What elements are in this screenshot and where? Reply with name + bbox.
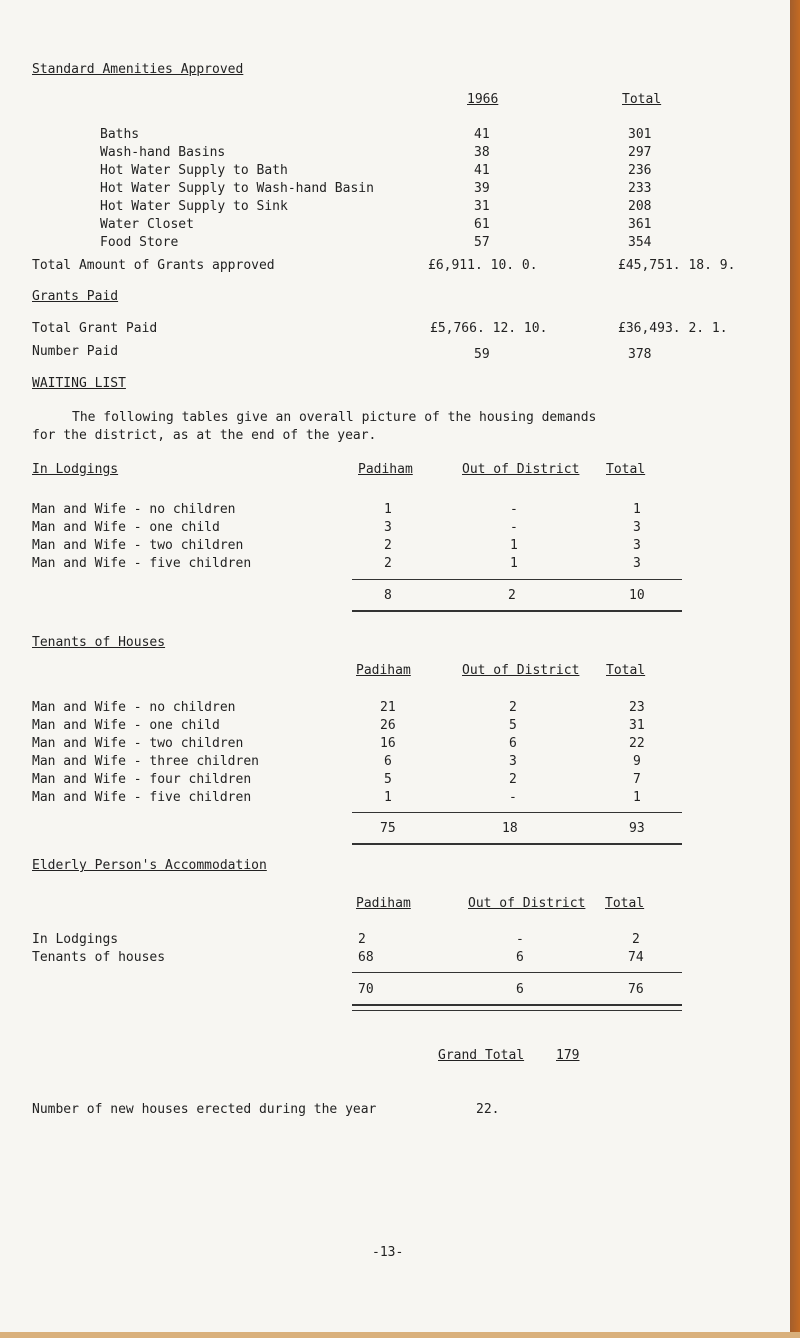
elderly-header-total: Total xyxy=(605,896,645,911)
amenity-1966: 39 xyxy=(474,181,490,196)
waiting-list-intro-1: The following tables give an overall picture of the housing demands xyxy=(72,410,597,425)
elderly-header-out: Out of District xyxy=(468,896,586,911)
elderly-row-padiham: 2 xyxy=(358,932,366,947)
lodgings-row-label: Man and Wife - two children xyxy=(32,538,244,553)
lodgings-row-total: 1 xyxy=(633,502,641,517)
tenants-row-out: - xyxy=(509,790,517,805)
tenants-rule-bottom xyxy=(352,843,682,845)
tenants-header-out: Out of District xyxy=(462,663,580,678)
grants-approved-label: Total Amount of Grants approved xyxy=(32,258,275,273)
tenants-total-total: 93 xyxy=(629,821,645,836)
tenants-row-out: 2 xyxy=(509,772,517,787)
tenants-row-label: Man and Wife - four children xyxy=(32,772,252,787)
amenity-label: Food Store xyxy=(100,235,179,250)
elderly-row-out: - xyxy=(516,932,524,947)
tenants-row-padiham: 6 xyxy=(384,754,392,769)
elderly-rule-top xyxy=(352,972,682,973)
amenity-total: 208 xyxy=(628,199,652,214)
lodgings-row-out: 1 xyxy=(510,538,518,553)
col-1966-header: 1966 xyxy=(467,92,499,107)
lodgings-row-total: 3 xyxy=(633,556,641,571)
tenants-row-padiham: 26 xyxy=(380,718,396,733)
amenity-label: Wash-hand Basins xyxy=(100,145,226,160)
amenity-label: Hot Water Supply to Sink xyxy=(100,199,288,214)
lodgings-title: In Lodgings xyxy=(32,462,119,477)
tenants-row-padiham: 16 xyxy=(380,736,396,751)
elderly-title: Elderly Person's Accommodation xyxy=(32,858,267,873)
tenants-row-total: 23 xyxy=(629,700,645,715)
lodgings-row-label: Man and Wife - no children xyxy=(32,502,236,517)
grand-total-label: Grand Total xyxy=(438,1048,525,1063)
number-paid-1966: 59 xyxy=(474,347,490,362)
lodgings-row-out: - xyxy=(510,520,518,535)
elderly-header-padiham: Padiham xyxy=(356,896,411,911)
tenants-row-padiham: 5 xyxy=(384,772,392,787)
page-number: -13- xyxy=(372,1245,404,1260)
amenity-total: 301 xyxy=(628,127,652,142)
amenity-total: 361 xyxy=(628,217,652,232)
page-edge xyxy=(790,0,800,1338)
lodgings-row-total: 3 xyxy=(633,520,641,535)
tenants-row-out: 2 xyxy=(509,700,517,715)
elderly-row-label: Tenants of houses xyxy=(32,950,166,965)
elderly-row-out: 6 xyxy=(516,950,524,965)
lodgings-header-out: Out of District xyxy=(462,462,580,477)
grand-total-value: 179 xyxy=(556,1048,580,1063)
elderly-rule-bottom-2 xyxy=(352,1010,682,1011)
lodgings-row-total: 3 xyxy=(633,538,641,553)
tenants-row-total: 7 xyxy=(633,772,641,787)
amenity-label: Water Closet xyxy=(100,217,194,232)
page-bottom-edge xyxy=(0,1332,800,1338)
waiting-list-intro-2: for the district, as at the end of the year. xyxy=(32,428,377,443)
lodgings-header-total: Total xyxy=(606,462,646,477)
amenity-total: 233 xyxy=(628,181,652,196)
grants-approved-1966: £6,911. 10. 0. xyxy=(428,258,538,273)
number-paid-total: 378 xyxy=(628,347,652,362)
new-houses-value: 22. xyxy=(476,1102,500,1117)
amenity-1966: 41 xyxy=(474,127,490,142)
tenants-row-padiham: 21 xyxy=(380,700,396,715)
amenity-label: Hot Water Supply to Wash-hand Basin xyxy=(100,181,374,196)
lodgings-header-padiham: Padiham xyxy=(358,462,413,477)
elderly-row-label: In Lodgings xyxy=(32,932,119,947)
tenants-row-label: Man and Wife - no children xyxy=(32,700,236,715)
lodgings-row-label: Man and Wife - five children xyxy=(32,556,252,571)
tenants-row-total: 22 xyxy=(629,736,645,751)
tenants-row-total: 31 xyxy=(629,718,645,733)
total-grant-paid-total: £36,493. 2. 1. xyxy=(618,321,728,336)
lodgings-row-padiham: 3 xyxy=(384,520,392,535)
total-grant-paid-1966: £5,766. 12. 10. xyxy=(430,321,548,336)
col-total-header: Total xyxy=(622,92,662,107)
amenity-total: 297 xyxy=(628,145,652,160)
lodgings-total-out: 2 xyxy=(508,588,516,603)
waiting-list-title: WAITING LIST xyxy=(32,376,126,391)
tenants-row-out: 3 xyxy=(509,754,517,769)
tenants-row-out: 5 xyxy=(509,718,517,733)
tenants-rule-top xyxy=(352,812,682,813)
lodgings-total-total: 10 xyxy=(629,588,645,603)
amenity-1966: 38 xyxy=(474,145,490,160)
new-houses-label: Number of new houses erected during the year xyxy=(32,1102,377,1117)
tenants-total-padiham: 75 xyxy=(380,821,396,836)
amenity-1966: 31 xyxy=(474,199,490,214)
lodgings-row-padiham: 2 xyxy=(384,538,392,553)
tenants-row-label: Man and Wife - three children xyxy=(32,754,259,769)
lodgings-row-out: - xyxy=(510,502,518,517)
elderly-rule-bottom-1 xyxy=(352,1004,682,1006)
elderly-row-total: 2 xyxy=(632,932,640,947)
lodgings-total-padiham: 8 xyxy=(384,588,392,603)
grants-approved-total: £45,751. 18. 9. xyxy=(618,258,736,273)
elderly-total-total: 76 xyxy=(628,982,644,997)
elderly-row-total: 74 xyxy=(628,950,644,965)
tenants-row-label: Man and Wife - five children xyxy=(32,790,252,805)
amenity-total: 236 xyxy=(628,163,652,178)
tenants-row-label: Man and Wife - two children xyxy=(32,736,244,751)
amenity-1966: 41 xyxy=(474,163,490,178)
lodgings-row-label: Man and Wife - one child xyxy=(32,520,220,535)
total-grant-paid-label: Total Grant Paid xyxy=(32,321,158,336)
lodgings-row-padiham: 1 xyxy=(384,502,392,517)
tenants-row-total: 1 xyxy=(633,790,641,805)
elderly-total-out: 6 xyxy=(516,982,524,997)
amenity-1966: 61 xyxy=(474,217,490,232)
grants-paid-title: Grants Paid xyxy=(32,289,119,304)
amenities-title: Standard Amenities Approved xyxy=(32,62,244,77)
tenants-header-padiham: Padiham xyxy=(356,663,411,678)
lodgings-rule-bottom xyxy=(352,610,682,612)
lodgings-rule-top xyxy=(352,579,682,580)
tenants-row-label: Man and Wife - one child xyxy=(32,718,220,733)
amenity-label: Hot Water Supply to Bath xyxy=(100,163,288,178)
elderly-total-padiham: 70 xyxy=(358,982,374,997)
lodgings-row-out: 1 xyxy=(510,556,518,571)
amenity-total: 354 xyxy=(628,235,652,250)
tenants-row-total: 9 xyxy=(633,754,641,769)
number-paid-label: Number Paid xyxy=(32,344,119,359)
tenants-header-total: Total xyxy=(606,663,646,678)
tenants-row-padiham: 1 xyxy=(384,790,392,805)
tenants-total-out: 18 xyxy=(502,821,518,836)
tenants-row-out: 6 xyxy=(509,736,517,751)
amenity-1966: 57 xyxy=(474,235,490,250)
amenity-label: Baths xyxy=(100,127,140,142)
tenants-title: Tenants of Houses xyxy=(32,635,166,650)
elderly-row-padiham: 68 xyxy=(358,950,374,965)
lodgings-row-padiham: 2 xyxy=(384,556,392,571)
